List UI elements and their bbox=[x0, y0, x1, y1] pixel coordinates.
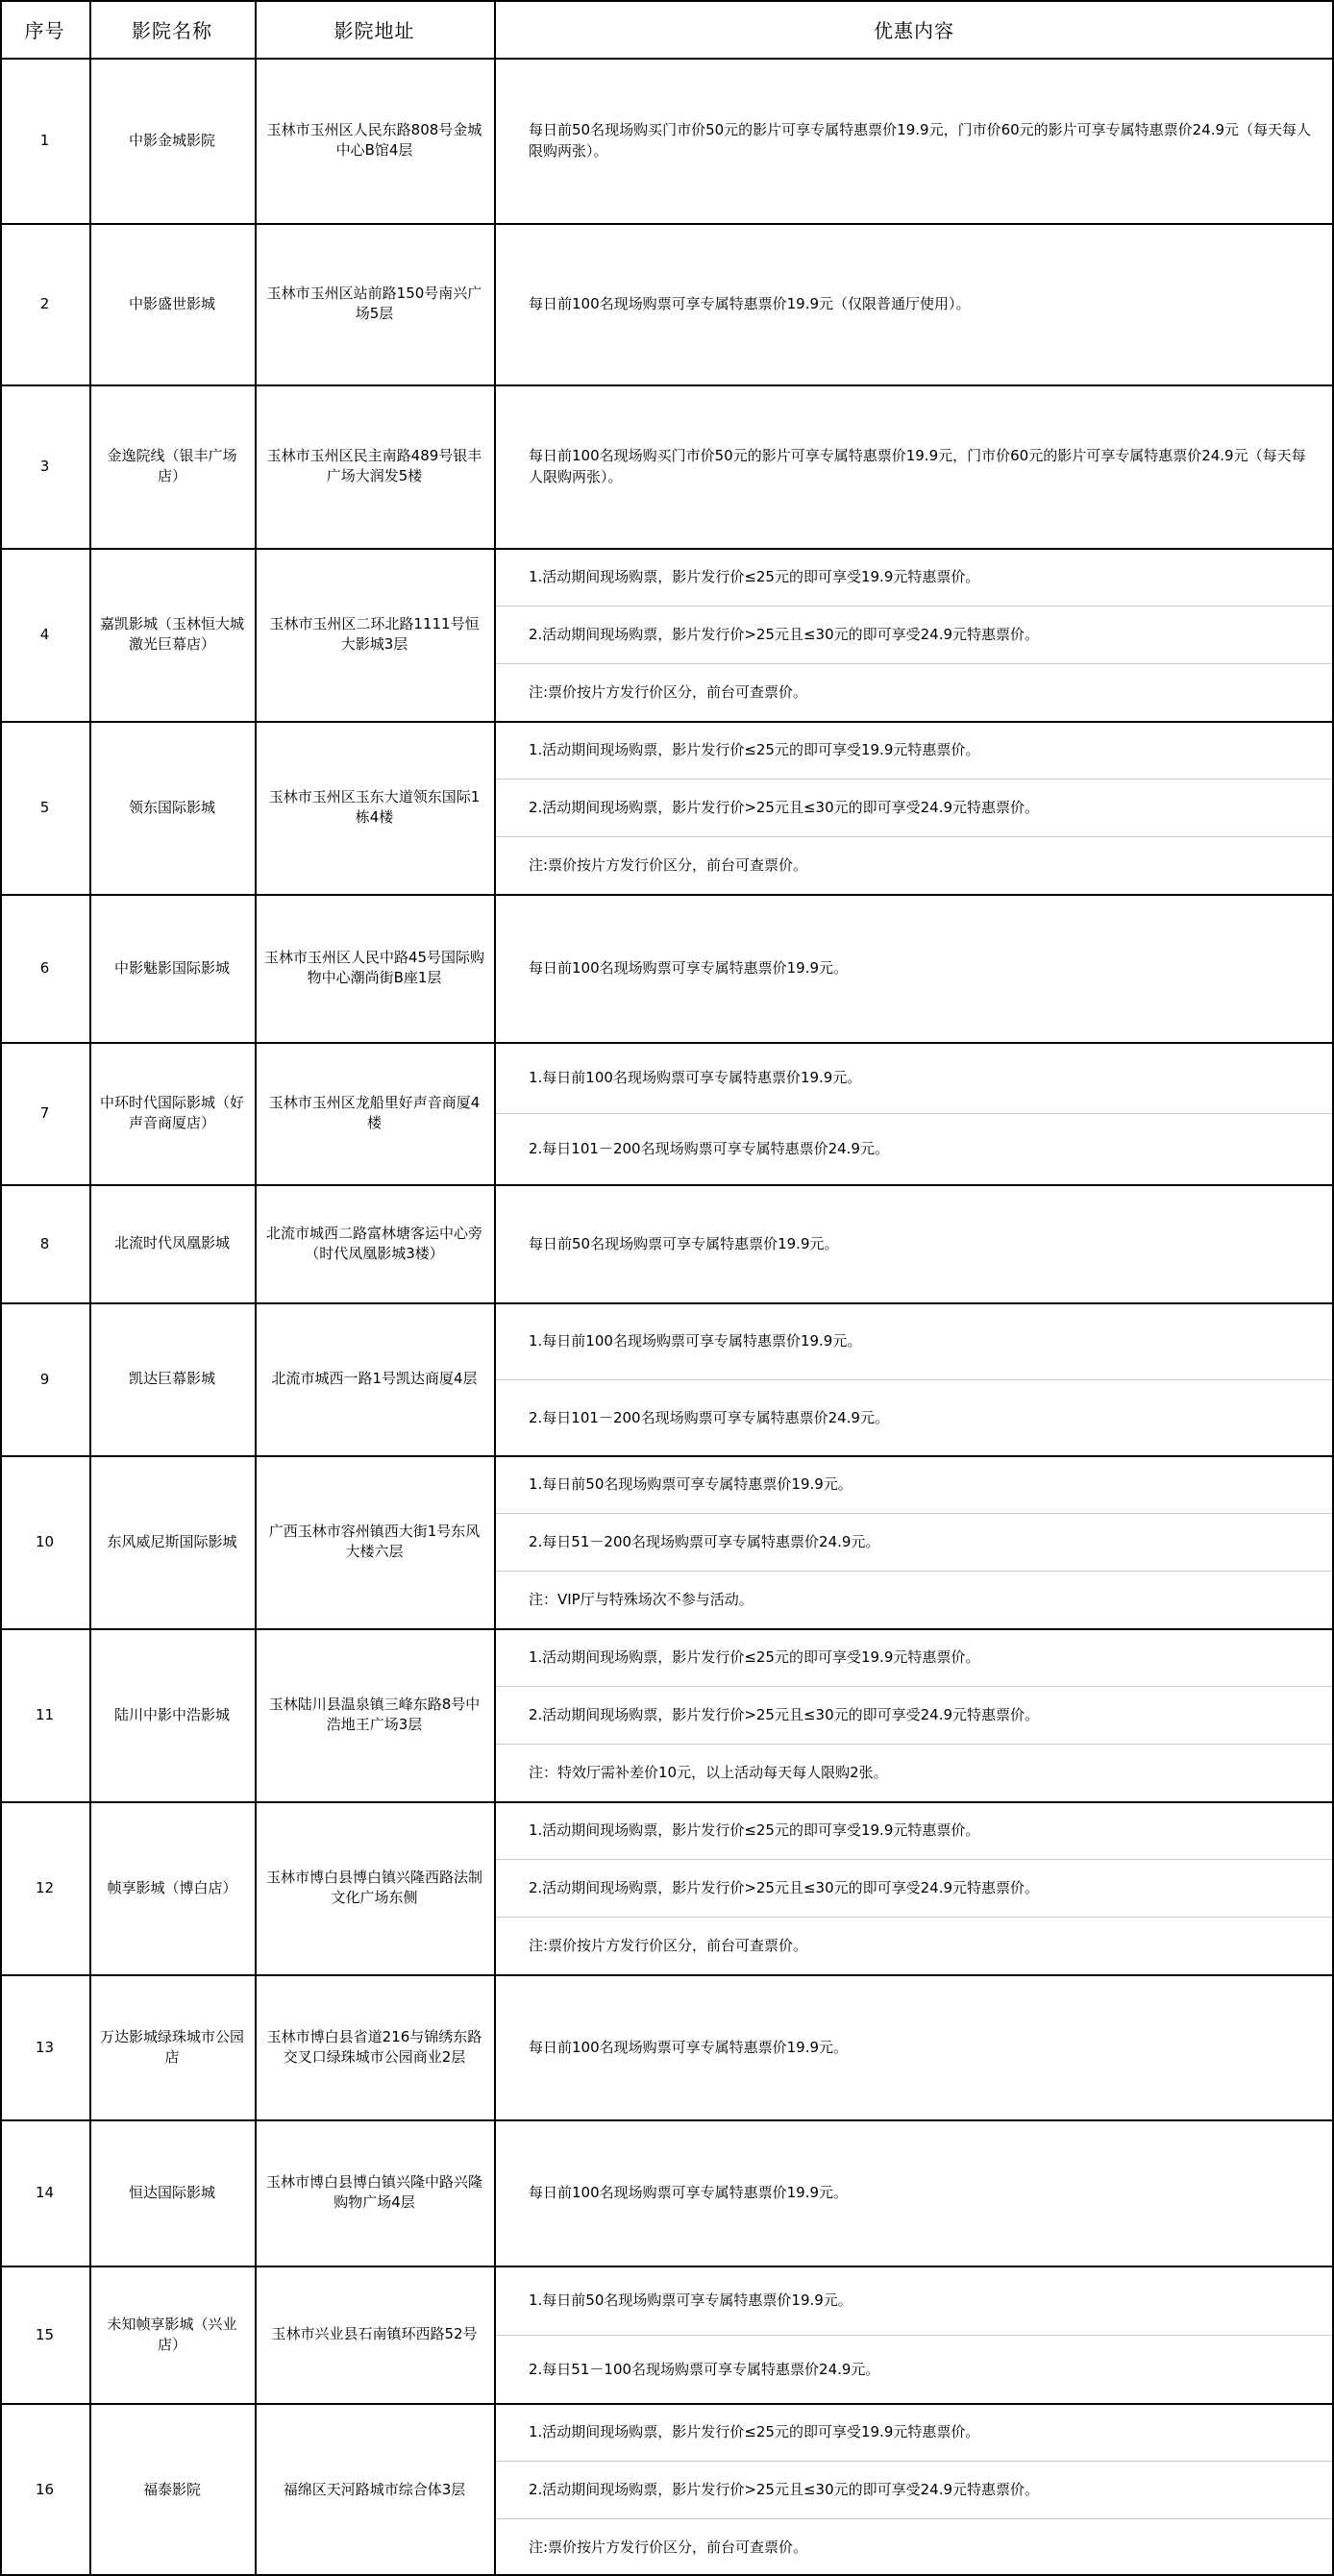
offer-text: 注:票价按片方发行价区分，前台可查票价。 bbox=[529, 1937, 808, 1954]
row-border bbox=[0, 548, 1334, 550]
offer-divider bbox=[494, 1744, 1334, 1745]
cinema-address bbox=[255, 1455, 494, 1628]
offer-line bbox=[494, 1974, 1334, 2119]
offer-line bbox=[494, 1042, 1334, 1113]
cinema-address bbox=[255, 2403, 494, 2576]
cinema-name bbox=[89, 1302, 255, 1455]
offer-divider bbox=[494, 1917, 1334, 1918]
cinema-address bbox=[255, 2266, 494, 2403]
cinema-address bbox=[255, 1801, 494, 1974]
offer-divider bbox=[494, 1513, 1334, 1514]
offer-line bbox=[494, 663, 1334, 721]
row-num: 9 bbox=[39, 1370, 50, 1388]
cinema-address-text: 玉林市玉州区玉东大道领东国际1栋4楼 bbox=[268, 788, 481, 826]
row-num: 1 bbox=[39, 132, 50, 149]
cinema-name-text: 帧享影城（博白店） bbox=[107, 1878, 237, 1896]
cinema-address-text: 北流市城西二路富林塘客运中心旁（时代凤凰影城3楼） bbox=[265, 1224, 482, 1262]
cinema-address-text: 玉林市玉州区站前路150号南兴广场5层 bbox=[266, 285, 482, 322]
row-num: 10 bbox=[35, 1533, 55, 1550]
column-border bbox=[494, 0, 496, 2576]
cinema-address bbox=[255, 2119, 494, 2266]
offer-line bbox=[494, 1686, 1334, 1744]
row-num: 11 bbox=[35, 1706, 55, 1723]
offer-line bbox=[494, 384, 1334, 548]
offer-divider bbox=[494, 2518, 1334, 2519]
offer-text: 2.每日51－200名现场购票可享专属特惠票价24.9元。 bbox=[529, 1533, 880, 1550]
cinema-name bbox=[89, 2403, 255, 2576]
cinema-address-text: 玉林市玉州区二环北路1111号恒大影城3层 bbox=[269, 615, 480, 653]
row-num: 5 bbox=[39, 799, 50, 816]
row-num: 16 bbox=[35, 2481, 55, 2498]
cinema-address-text: 玉林市博白县博白镇兴隆西路法制文化广场东侧 bbox=[265, 1869, 482, 1906]
cinema-name-text: 中影金城影院 bbox=[128, 131, 215, 149]
offer-line bbox=[494, 1184, 1334, 1302]
offer-text: 2.活动期间现场购票，影片发行价>25元且≤30元的即可享受24.9元特惠票价。 bbox=[529, 626, 1040, 643]
offer-text: 注:票价按片方发行价区分，前台可查票价。 bbox=[529, 683, 808, 701]
cinema-name-text: 恒达国际影城 bbox=[128, 2183, 215, 2201]
cinema-address bbox=[255, 223, 494, 384]
offer-divider bbox=[494, 1859, 1334, 1860]
row-border bbox=[0, 1042, 1334, 1044]
cinema-name-text: 金逸院线（银丰广场店） bbox=[107, 447, 237, 484]
cinema-name-text: 万达影城绿珠城市公园店 bbox=[99, 2027, 244, 2066]
row-num: 7 bbox=[39, 1104, 50, 1122]
cinema-name-text: 福泰影院 bbox=[142, 2480, 201, 2498]
row-num: 13 bbox=[35, 2038, 55, 2056]
offer-line bbox=[494, 58, 1334, 223]
cinema-name bbox=[89, 548, 255, 721]
offer-line bbox=[494, 1859, 1334, 1917]
offer-text: 2.每日101－200名现场购票可享专属特惠票价24.9元。 bbox=[529, 1409, 889, 1426]
offer-text: 2.活动期间现场购票，影片发行价>25元且≤30元的即可享受24.9元特惠票价。 bbox=[529, 2481, 1040, 2498]
cinema-address bbox=[255, 548, 494, 721]
cinema-name-text: 中影魅影国际影城 bbox=[113, 958, 230, 977]
offer-line bbox=[494, 1744, 1334, 1801]
offer-text: 2.每日51－100名现场购票可享专属特惠票价24.9元。 bbox=[529, 2361, 880, 2378]
offer-text: 1.活动期间现场购票，影片发行价≤25元的即可享受19.9元特惠票价。 bbox=[529, 2423, 980, 2440]
cinema-address bbox=[255, 1974, 494, 2119]
cinema-address-text: 玉林市玉州区龙船里好声音商厦4楼 bbox=[268, 1094, 481, 1131]
cinema-name bbox=[89, 1628, 255, 1801]
cinema-address-text: 玉林市玉州区人民中路45号国际购物中心潮尚街B座1层 bbox=[263, 949, 485, 986]
offer-divider bbox=[494, 1571, 1334, 1572]
offer-line bbox=[494, 1113, 1334, 1184]
cinema-name-text: 凯达巨幕影城 bbox=[128, 1370, 215, 1387]
cinema-name bbox=[89, 1974, 255, 2119]
cinema-name bbox=[89, 894, 255, 1042]
cinema-address-text: 广西玉林市容州镇西大街1号东风大楼六层 bbox=[268, 1523, 481, 1560]
row-border bbox=[0, 1184, 1334, 1186]
column-border bbox=[255, 0, 257, 2576]
cinema-name-text: 中环时代国际影城（好声音商厦店） bbox=[99, 1094, 244, 1131]
cinema-address-text: 玉林陆川县温泉镇三峰东路8号中浩地王广场3层 bbox=[268, 1696, 481, 1733]
offer-text: 1.活动期间现场购票，影片发行价≤25元的即可享受19.9元特惠票价。 bbox=[529, 1821, 980, 1839]
cinema-address bbox=[255, 1042, 494, 1184]
offer-line bbox=[494, 2518, 1334, 2576]
offer-line bbox=[494, 721, 1334, 779]
row-border bbox=[0, 2119, 1334, 2121]
cinema-name-text: 陆川中影中浩影城 bbox=[113, 1705, 230, 1723]
offer-line bbox=[494, 2403, 1334, 2461]
cinema-name bbox=[89, 1801, 255, 1974]
cinema-name bbox=[89, 1184, 255, 1302]
offer-line bbox=[494, 223, 1334, 384]
offer-text: 1.每日前100名现场购票可享专属特惠票价19.9元。 bbox=[529, 1332, 862, 1350]
row-border bbox=[0, 223, 1334, 225]
row-num: 6 bbox=[39, 959, 50, 977]
offer-text: 1.每日前50名现场购票可享专属特惠票价19.9元。 bbox=[529, 2291, 852, 2309]
offer-text: 每日前100名现场购票可享专属特惠票价19.9元。 bbox=[529, 2184, 849, 2201]
offer-line bbox=[494, 1801, 1334, 1859]
offer-line bbox=[494, 2119, 1334, 2266]
row-border bbox=[0, 1974, 1334, 1976]
offer-divider bbox=[494, 779, 1334, 780]
offer-line bbox=[494, 1571, 1334, 1628]
row-num: 4 bbox=[39, 626, 50, 643]
row-border bbox=[0, 0, 1334, 2]
cinema-name-text: 领东国际影城 bbox=[128, 798, 215, 816]
row-num: 12 bbox=[35, 1879, 55, 1896]
offer-divider bbox=[494, 663, 1334, 664]
offer-text: 2.活动期间现场购票，影片发行价>25元且≤30元的即可享受24.9元特惠票价。 bbox=[529, 1879, 1040, 1896]
offer-text: 1.活动期间现场购票，影片发行价≤25元的即可享受19.9元特惠票价。 bbox=[529, 1648, 980, 1666]
offer-text: 注：VIP厅与特殊场次不参与活动。 bbox=[529, 1591, 753, 1608]
offer-line bbox=[494, 2266, 1334, 2335]
offer-text: 2.活动期间现场购票，影片发行价>25元且≤30元的即可享受24.9元特惠票价。 bbox=[529, 1706, 1040, 1723]
offer-text: 1.活动期间现场购票，影片发行价≤25元的即可享受19.9元特惠票价。 bbox=[529, 568, 980, 585]
header-num: 序号 bbox=[24, 18, 65, 42]
row-num: 3 bbox=[39, 458, 50, 475]
cinema-address-text: 福绵区天河路城市综合体3层 bbox=[283, 2480, 466, 2498]
cinema-name-text: 东风威尼斯国际影城 bbox=[107, 1532, 237, 1550]
offer-text: 1.活动期间现场购票，影片发行价≤25元的即可享受19.9元特惠票价。 bbox=[529, 741, 980, 758]
offer-text: 1.每日前50名现场购票可享专属特惠票价19.9元。 bbox=[529, 1475, 852, 1493]
offer-line bbox=[494, 606, 1334, 663]
offer-line bbox=[494, 1302, 1334, 1379]
offer-text: 注：特效厅需补差价10元，以上活动每天每人限购2张。 bbox=[529, 1764, 888, 1781]
offer-text: 1.每日前100名现场购票可享专属特惠票价19.9元。 bbox=[529, 1069, 862, 1086]
offer-text: 每日前100名现场购票可享专属特惠票价19.9元。 bbox=[529, 959, 849, 977]
offer-text: 每日前100名现场购买门市价50元的影片可享专属特惠票价19.9元，门市价60元的影片可享专属特惠票价24.9元（每天每人限购两张）。 bbox=[529, 447, 1306, 485]
row-border bbox=[0, 1302, 1334, 1304]
offer-text: 2.活动期间现场购票，影片发行价>25元且≤30元的即可享受24.9元特惠票价。 bbox=[529, 799, 1040, 816]
row-num: 14 bbox=[35, 2184, 55, 2201]
row-num: 8 bbox=[39, 1234, 50, 1252]
offer-text: 2.每日101－200名现场购票可享专属特惠票价24.9元。 bbox=[529, 1140, 889, 1157]
row-border bbox=[0, 2266, 1334, 2267]
row-border bbox=[0, 58, 1334, 60]
row-border bbox=[0, 894, 1334, 896]
cinema-name-text: 嘉凯影城（玉林恒大城激光巨幕店） bbox=[99, 615, 244, 653]
cinema-address-text: 玉林市玉州区人民东路808号金城中心B馆4层 bbox=[266, 121, 482, 159]
cinema-name bbox=[89, 1042, 255, 1184]
row-border bbox=[0, 1455, 1334, 1457]
offer-line bbox=[494, 1917, 1334, 1974]
cinema-address-text: 玉林市玉州区民主南路489号银丰广场大润发5楼 bbox=[266, 447, 482, 484]
cinema-address-text: 玉林市博白县博白镇兴隆中路兴隆购物广场4层 bbox=[265, 2173, 482, 2211]
offer-text: 注:票价按片方发行价区分，前台可查票价。 bbox=[529, 856, 808, 874]
offer-line bbox=[494, 1628, 1334, 1686]
offer-text: 每日前100名现场购票可享专属特惠票价19.9元。 bbox=[529, 2038, 849, 2056]
cinema-address-text: 玉林市博白县省道216与锦绣东路交叉口绿珠城市公园商业2层 bbox=[266, 2027, 482, 2066]
cinema-address bbox=[255, 1628, 494, 1801]
offer-divider bbox=[494, 2461, 1334, 2462]
cinema-address bbox=[255, 894, 494, 1042]
row-num: 15 bbox=[35, 2325, 55, 2343]
column-border bbox=[89, 0, 91, 2576]
offer-text: 每日前100名现场购票可享专属特惠票价19.9元（仅限普通厅使用）。 bbox=[529, 295, 971, 312]
cinema-address bbox=[255, 1184, 494, 1302]
cinema-name bbox=[89, 1455, 255, 1628]
cinema-name bbox=[89, 721, 255, 894]
offer-line bbox=[494, 2335, 1334, 2404]
offer-line bbox=[494, 836, 1334, 894]
header-name: 影院名称 bbox=[132, 18, 212, 42]
cinema-name-text: 未知帧享影城（兴业店） bbox=[107, 2315, 237, 2353]
row-border bbox=[0, 384, 1334, 386]
header-address: 影院地址 bbox=[334, 18, 415, 42]
cinema-name-text: 北流时代凤凰影城 bbox=[113, 1234, 230, 1251]
cinema-address-text: 北流市城西一路1号凯达商厦4层 bbox=[271, 1370, 478, 1387]
cinema-address-text: 玉林市兴业县石南镇环西路52号 bbox=[271, 2325, 478, 2342]
offer-line bbox=[494, 2461, 1334, 2518]
row-border bbox=[0, 2403, 1334, 2405]
offer-divider bbox=[494, 1686, 1334, 1687]
offer-divider bbox=[494, 2335, 1334, 2336]
cinema-name bbox=[89, 2266, 255, 2403]
offer-line bbox=[494, 1379, 1334, 1456]
cinema-name bbox=[89, 223, 255, 384]
offer-text: 每日前50名现场购票可享专属特惠票价19.9元。 bbox=[529, 1234, 839, 1252]
offer-divider bbox=[494, 606, 1334, 607]
cinema-name bbox=[89, 58, 255, 223]
offer-line bbox=[494, 779, 1334, 836]
cinema-name bbox=[89, 2119, 255, 2266]
cinema-address bbox=[255, 58, 494, 223]
column-border bbox=[0, 0, 2, 2576]
offer-line bbox=[494, 1513, 1334, 1571]
offer-text: 注:票价按片方发行价区分，前台可查票价。 bbox=[529, 2539, 808, 2556]
row-border bbox=[0, 721, 1334, 723]
offer-divider bbox=[494, 1113, 1334, 1114]
row-num: 2 bbox=[39, 295, 50, 312]
row-border bbox=[0, 1801, 1334, 1803]
cinema-address bbox=[255, 721, 494, 894]
row-border bbox=[0, 1628, 1334, 1630]
offer-text: 每日前50名现场购买门市价50元的影片可享专属特惠票价19.9元，门市价60元的影片可享专属特惠票价24.9元（每天每人限购两张）。 bbox=[529, 121, 1312, 160]
offer-divider bbox=[494, 836, 1334, 837]
cinema-name-text: 中影盛世影城 bbox=[128, 294, 215, 312]
offer-line bbox=[494, 1455, 1334, 1513]
offer-line bbox=[494, 894, 1334, 1042]
offer-divider bbox=[494, 1379, 1334, 1380]
offer-line bbox=[494, 548, 1334, 606]
cinema-name bbox=[89, 384, 255, 548]
cinema-address bbox=[255, 384, 494, 548]
header-offer: 优惠内容 bbox=[874, 18, 954, 42]
cinema-address bbox=[255, 1302, 494, 1455]
